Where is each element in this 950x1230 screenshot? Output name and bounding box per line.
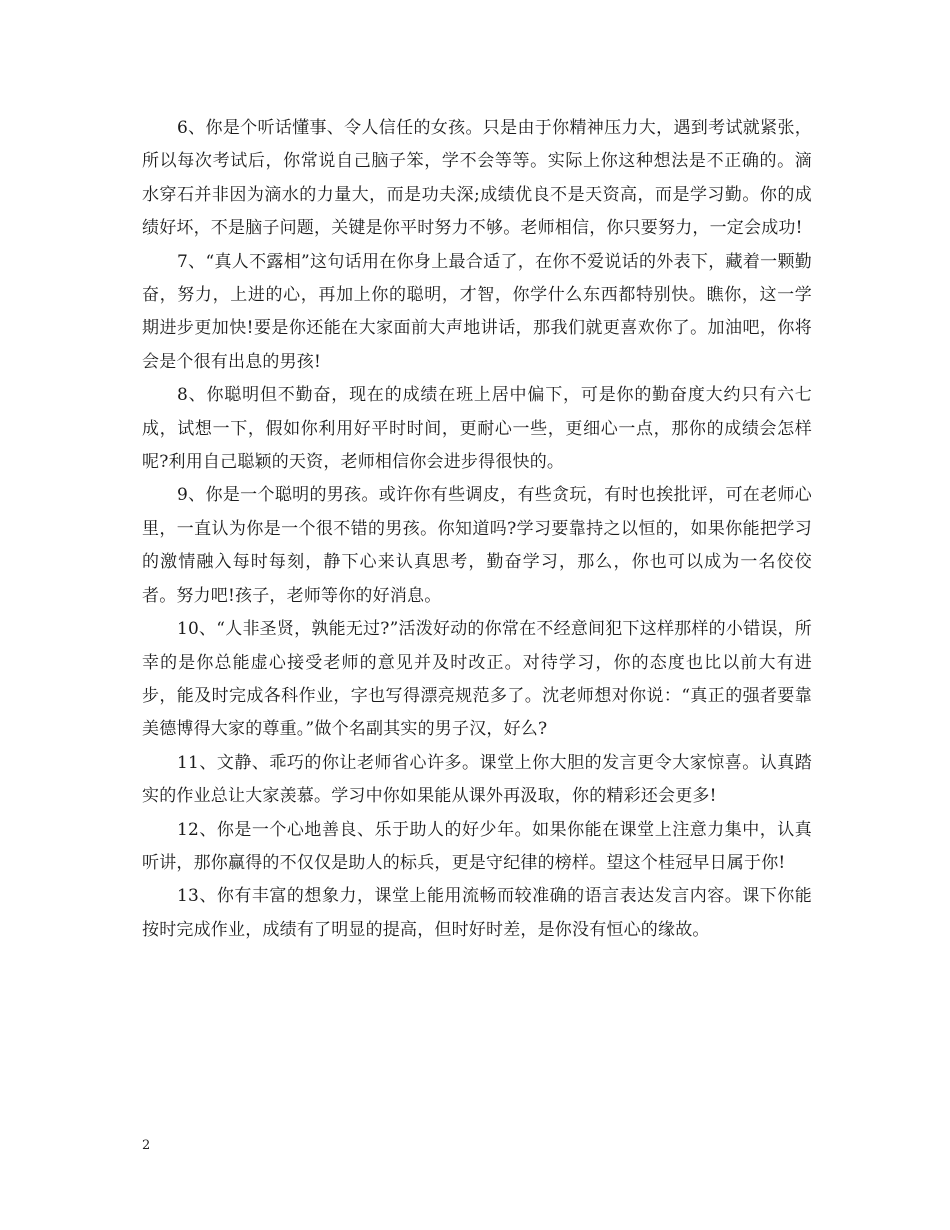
paragraph-6: 6、你是个听话懂事、令人信任的女孩。只是由于你精神压力大，遇到考试就紧张，所以每次考试后，你常说自己脑子笨，学不会等等。实际上你这种想法是不正确的。滴水穿石并非因为滴水的力量大，而是功夫深;成绩优良不是天资高，而是学习勤。你的成绩好坏，不是脑子问题，关键是你平时努力不够。老师相信，你只要努力，一定会成功!	[142, 118, 812, 239]
paragraph-9: 9、你是一个聪明的男孩。或许你有些调皮，有些贪玩，有时也挨批评，可在老师心里，一直认为你是一个很不错的男孩。你知道吗?学习要靠持之以恒的，如果你能把学习的激情融入每时每刻，静下心来认真思考，勤奋学习，那么，你也可以成为一名佼佼者。努力吧!孩子，老师等你的好消息。	[142, 485, 812, 606]
page-number: 2	[142, 1138, 151, 1153]
paragraph-11: 11、文静、乖巧的你让老师省心许多。课堂上你大胆的发言更令大家惊喜。认真踏实的作业总让大家羡慕。学习中你如果能从课外再汲取，你的精彩还会更多!	[142, 752, 812, 807]
paragraph-12: 12、你是一个心地善良、乐于助人的好少年。如果你能在课堂上注意力集中，认真听讲，那你赢得的不仅仅是助人的标兵，更是守纪律的榜样。望这个桂冠早日属于你!	[142, 819, 812, 873]
paragraph-8: 8、你聪明但不勤奋，现在的成绩在班上居中偏下，可是你的勤奋度大约只有六七成，试想一下，假如你利用好平时时间，更耐心一些，更细心一点，那你的成绩会怎样呢?利用自己聪颖的天资，老师相信你会进步得很快的。	[142, 385, 812, 473]
document-body	[142, 112, 812, 947]
paragraph-10: 10、“人非圣贤，孰能无过?”活泼好动的你常在不经意间犯下这样那样的小错误，所幸的是你总能虚心接受老师的意见并及时改正。对待学习，你的态度也比以前大有进步，能及时完成各科作业，字也写得漂亮规范多了。沈老师想对你说：“真正的强者要靠美德博得大家的尊重。”做个名副其实的男子汉，好么?	[142, 619, 812, 740]
paragraph-7: 7、“真人不露相”这句话用在你身上最合适了，在你不爱说话的外表下，藏着一颗勤奋，努力，上进的心，再加上你的聪明，才智，你学什么东西都特别快。瞧你，这一学期进步更加快!要是你还能在大家面前大声地讲话，那我们就更喜欢你了。加油吧，你将会是个很有出息的男孩!	[142, 251, 812, 372]
paragraph-13: 13、你有丰富的想象力，课堂上能用流畅而较准确的语言表达发言内容。课下你能按时完成作业，成绩有了明显的提高，但时好时差，是你没有恒心的缘故。	[142, 886, 812, 940]
